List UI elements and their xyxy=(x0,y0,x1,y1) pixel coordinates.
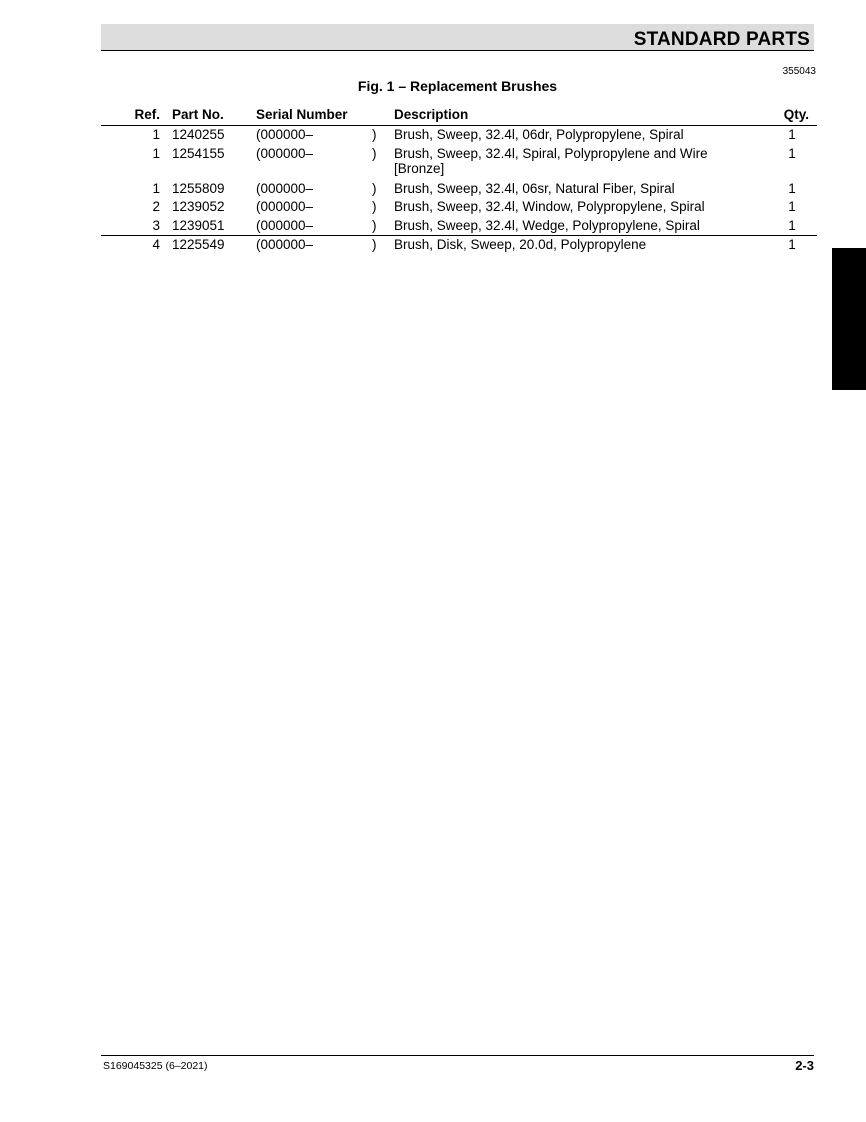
row-description: Brush, Sweep, 32.4l, Wedge, Polypropylene, Spiral xyxy=(394,218,700,233)
row-description: Brush, Sweep, 32.4l, Window, Polypropylene, Spiral xyxy=(394,199,705,214)
row-part-no: 1255809 xyxy=(172,181,225,196)
row-qty: 1 xyxy=(788,237,796,252)
footer-document-id: S169045325 (6–2021) xyxy=(103,1060,208,1072)
row-ref: 1 xyxy=(152,181,160,196)
figure-title: Fig. 1 – Replacement Brushes xyxy=(357,78,558,94)
page-number: 2-3 xyxy=(795,1058,814,1073)
row-description: Brush, Sweep, 32.4l, 06sr, Natural Fiber, Spiral xyxy=(394,181,675,196)
row-serial-close: ) xyxy=(372,127,377,142)
row-serial: (000000– xyxy=(256,237,314,252)
column-header-part-no: Part No. xyxy=(172,107,224,122)
table-row xyxy=(101,235,817,255)
table-row xyxy=(101,126,817,145)
row-serial: (000000– xyxy=(256,199,314,214)
row-ref: 1 xyxy=(152,146,160,161)
column-header-serial: Serial Number xyxy=(256,107,348,122)
table-row xyxy=(101,198,817,217)
row-serial-close: ) xyxy=(372,218,377,233)
row-ref: 4 xyxy=(152,237,160,252)
row-qty: 1 xyxy=(788,146,796,161)
row-serial: (000000– xyxy=(256,146,314,161)
section-header-bar xyxy=(101,24,814,51)
row-part-no: 1239051 xyxy=(172,218,225,233)
section-title: STANDARD PARTS xyxy=(633,29,810,50)
row-part-no: 1239052 xyxy=(172,199,225,214)
row-qty: 1 xyxy=(788,127,796,142)
column-header-description: Description xyxy=(394,107,469,122)
table-row xyxy=(101,180,817,198)
row-description: Brush, Sweep, 32.4l, 06dr, Polypropylene, Spiral xyxy=(394,127,684,142)
row-ref: 3 xyxy=(152,218,160,233)
row-ref: 1 xyxy=(152,127,160,142)
table-row xyxy=(101,145,817,180)
column-header-qty: Qty. xyxy=(783,107,809,122)
column-header-ref: Ref. xyxy=(134,107,160,122)
parts-table xyxy=(101,105,817,255)
row-serial-close: ) xyxy=(372,146,377,161)
document-number: 355043 xyxy=(782,66,816,77)
row-serial: (000000– xyxy=(256,181,314,196)
row-qty: 1 xyxy=(788,199,796,214)
row-part-no: 1225549 xyxy=(172,237,225,252)
row-serial-close: ) xyxy=(372,181,377,196)
row-serial-close: ) xyxy=(372,199,377,214)
row-ref: 2 xyxy=(152,199,160,214)
row-qty: 1 xyxy=(788,181,796,196)
table-row xyxy=(101,217,817,235)
row-description: Brush, Disk, Sweep, 20.0d, Polypropylene xyxy=(394,237,647,252)
row-qty: 1 xyxy=(788,218,796,233)
section-thumb-tab xyxy=(832,248,866,390)
table-header xyxy=(101,105,817,126)
row-serial: (000000– xyxy=(256,127,314,142)
row-serial: (000000– xyxy=(256,218,314,233)
row-description: Brush, Sweep, 32.4l, Spiral, Polypropylene and Wire [Bronze] xyxy=(394,146,708,176)
row-part-no: 1254155 xyxy=(172,146,225,161)
row-part-no: 1240255 xyxy=(172,127,225,142)
row-serial-close: ) xyxy=(372,237,377,252)
footer-divider xyxy=(101,1055,814,1056)
